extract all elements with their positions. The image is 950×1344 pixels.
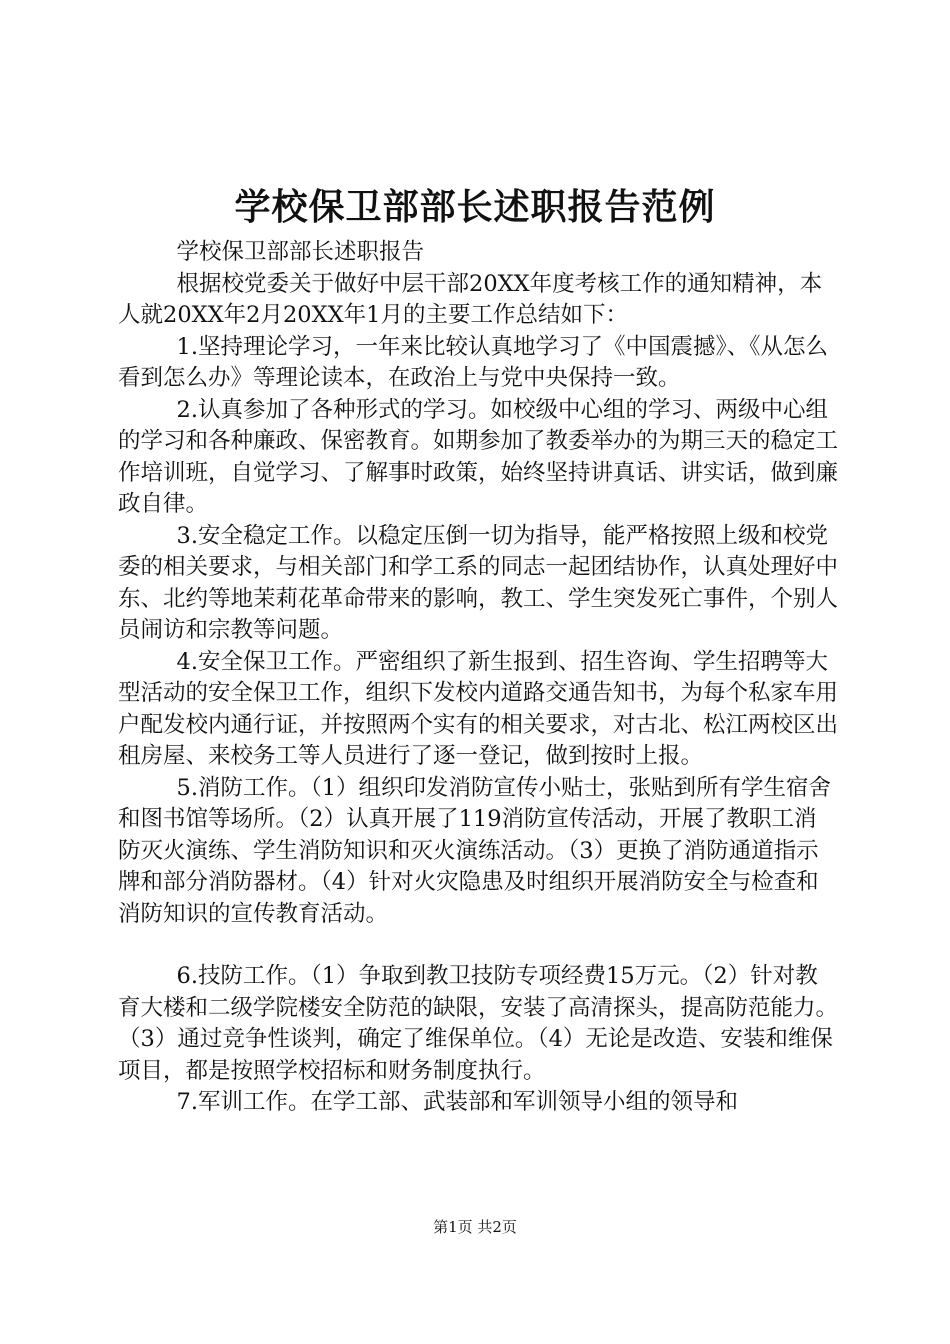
paragraph-subtitle: 学校保卫部部长述职报告 [176,239,425,265]
paragraph-item-6: 6.技防工作。（1）争取到教卫技防专项经费15万元。（2）针对教育大楼和二级学院楼安全防范的缺限，安装了高清探头，提高防范能力。（3）通过竞争性谈判，确定了维保单位。（4）无论是改造、安装和维保项目，都是按照学校招标和财务制度执行。 [118,963,839,1084]
paragraph-item-5: 5.消防工作。（1）组织印发消防宣传小贴士，张贴到所有学生宿舍和图书馆等场所。（2）认真开展了119消防宣传活动，开展了教职工消防灭火演练、学生消防知识和灭火演练活动。（3）更换了消防通道指示牌和部分消防器材。（4）针对火灾隐患及时组织开展消防安全与检查和消防知识的宣传教育活动。 [118,774,832,927]
document-title: 学校保卫部部长述职报告范例 [234,186,716,228]
paragraph-item-1: 1.坚持理论学习，一年来比较认真地学习了《中国震撼》、《从怎么看到怎么办》等理论读本，在政治上与党中央保持一致。 [118,333,828,391]
page-number: 第1页 共2页 [433,1218,517,1236]
paragraph-item-7: 7.军训工作。在学工部、武装部和军训领导小组的领导和 [176,1089,738,1115]
document-body [118,237,838,1119]
paragraph-item-2: 2.认真参加了各种形式的学习。如校级中心组的学习、两级中心组的学习和各种廉政、保密教育。如期参加了教委举办的为期三天的稳定工作培训班，自觉学习、了解事时政策，始终坚持讲真话、讲实话，做到廉政自律。 [118,396,839,517]
paragraph-intro: 根据校党委关于做好中层干部20XX年度考核工作的通知精神，本人就20XX年2月20XX年1月的主要工作总结如下： [118,270,823,328]
paragraph-item-4: 4.安全保卫工作。严密组织了新生报到、招生咨询、学生招聘等大型活动的安全保卫工作，组织下发校内道路交通告知书，为每个私家车用户配发校内通行证，并按照两个实有的相关要求，对古北、松江两校区出租房屋、来校务工等人员进行了逐一登记，做到按时上报。 [118,648,839,769]
paragraph-item-3: 3.安全稳定工作。以稳定压倒一切为指导，能严格按照上级和校党委的相关要求，与相关部门和学工系的同志一起团结协作，认真处理好中东、北约等地茉莉花革命带来的影响，教工、学生突发死亡事件，个别人员闹访和宗教等问题。 [118,522,839,643]
